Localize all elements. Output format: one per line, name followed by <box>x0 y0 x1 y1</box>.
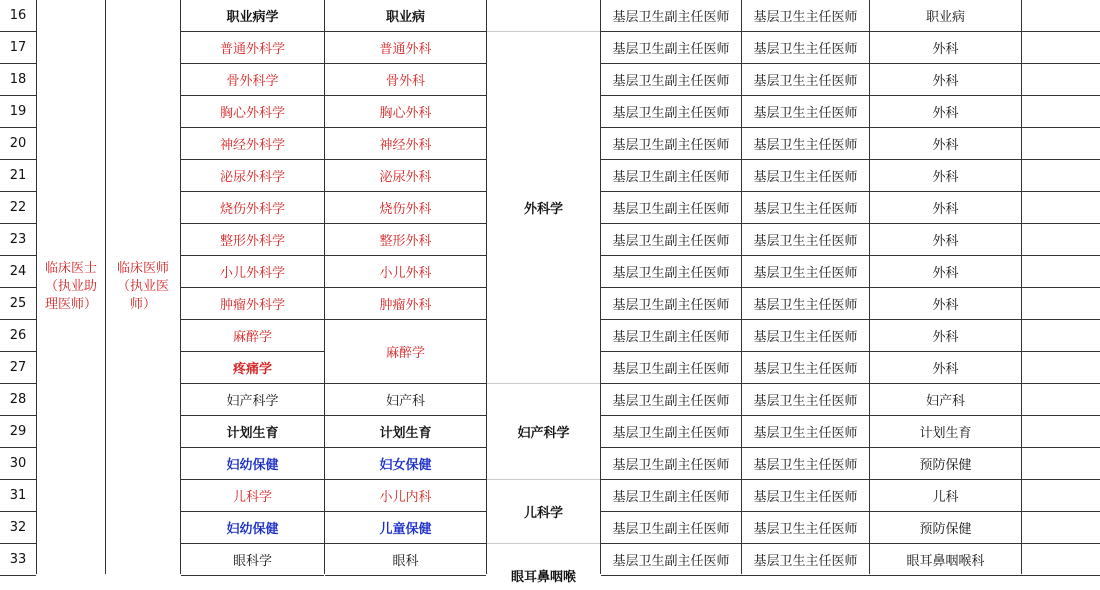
deputy-title-cell: 基层卫生副主任医师 <box>612 393 730 409</box>
subject-cell: 骨外科学 <box>226 73 279 89</box>
row-number: 22 <box>9 199 27 215</box>
category-label: 临床医师（执业医师） <box>116 261 169 312</box>
deputy-title-cell: 基层卫生副主任医师 <box>612 361 730 377</box>
specialty-cell: 泌尿外科 <box>379 169 432 185</box>
subject-cell: 职业病学 <box>226 9 279 25</box>
specialty-cell: 眼科 <box>392 553 419 569</box>
group-label: 妇产科学 <box>517 425 570 441</box>
specialty-cell: 神经外科 <box>379 137 432 153</box>
specialty-cell: 普通外科 <box>379 41 432 57</box>
specialty-cell: 计划生育 <box>379 425 432 441</box>
grid-line <box>325 575 486 576</box>
merged-group-surgery <box>487 31 600 383</box>
specialty-cell: 肿瘤外科 <box>379 297 432 313</box>
row-number: 23 <box>9 231 27 247</box>
subject-cell: 整形外科学 <box>219 233 285 249</box>
row-number: 19 <box>9 103 27 119</box>
group-label: 眼耳鼻咽喉 <box>510 569 576 585</box>
subject-cell: 疼痛学 <box>232 361 272 377</box>
row-number: 20 <box>9 135 27 151</box>
field-cell: 儿科 <box>932 489 959 505</box>
subject-cell: 计划生育 <box>226 425 279 441</box>
chief-title-cell: 基层卫生主任医师 <box>753 521 858 537</box>
deputy-title-cell: 基层卫生副主任医师 <box>612 521 730 537</box>
specialty-cell: 胸心外科 <box>379 105 432 121</box>
subject-cell: 妇幼保健 <box>226 457 279 473</box>
merged-group-obgyn <box>487 383 600 479</box>
field-cell: 妇产科 <box>925 393 965 409</box>
row-number: 21 <box>9 167 27 183</box>
subject-cell: 烧伤外科学 <box>219 201 285 217</box>
subject-cell: 妇产科学 <box>226 393 279 409</box>
merged-group-pediatrics <box>487 479 600 543</box>
chief-title-cell: 基层卫生主任医师 <box>753 233 858 249</box>
row-number: 18 <box>9 71 27 87</box>
subject-cell: 普通外科学 <box>219 41 285 57</box>
specialty-cell: 妇女保健 <box>379 457 432 473</box>
deputy-title-cell: 基层卫生副主任医师 <box>612 9 730 25</box>
specialty-cell: 儿童保健 <box>379 521 432 537</box>
grid-line <box>487 31 600 32</box>
deputy-title-cell: 基层卫生副主任医师 <box>612 169 730 185</box>
row-number: 29 <box>9 423 27 439</box>
deputy-title-cell: 基层卫生副主任医师 <box>612 329 730 345</box>
chief-title-cell: 基层卫生主任医师 <box>753 169 858 185</box>
chief-title-cell: 基层卫生主任医师 <box>753 41 858 57</box>
field-cell: 外科 <box>932 201 959 217</box>
deputy-title-cell: 基层卫生副主任医师 <box>612 553 730 569</box>
field-cell: 外科 <box>932 137 959 153</box>
chief-title-cell: 基层卫生主任医师 <box>753 393 858 409</box>
chief-title-cell: 基层卫生主任医师 <box>753 73 858 89</box>
chief-title-cell: 基层卫生主任医师 <box>753 553 858 569</box>
field-cell: 外科 <box>932 105 959 121</box>
deputy-title-cell: 基层卫生副主任医师 <box>612 297 730 313</box>
grid-line <box>601 575 1100 576</box>
category-label: 临床医士（执业助理医师） <box>44 261 97 312</box>
field-cell: 职业病 <box>925 9 965 25</box>
subject-cell: 小儿外科学 <box>219 265 285 281</box>
subject-cell: 麻醉学 <box>232 329 272 345</box>
field-cell: 预防保健 <box>919 521 972 537</box>
deputy-title-cell: 基层卫生副主任医师 <box>612 137 730 153</box>
field-cell: 外科 <box>932 41 959 57</box>
merged-specialty-anesthesia <box>325 319 486 383</box>
row-number: 25 <box>9 295 27 311</box>
merged-category-assistant <box>37 0 105 574</box>
group-label: 儿科学 <box>523 505 563 521</box>
row-number: 27 <box>9 359 27 375</box>
merged-group-ent <box>487 560 600 590</box>
subject-cell: 胸心外科学 <box>219 105 285 121</box>
subject-cell: 儿科学 <box>232 489 272 505</box>
field-cell: 外科 <box>932 361 959 377</box>
deputy-title-cell: 基层卫生副主任医师 <box>612 425 730 441</box>
chief-title-cell: 基层卫生主任医师 <box>753 9 858 25</box>
row-number: 28 <box>9 391 27 407</box>
row-number: 26 <box>9 327 27 343</box>
grid-line <box>487 383 600 384</box>
field-cell: 计划生育 <box>919 425 972 441</box>
chief-title-cell: 基层卫生主任医师 <box>753 329 858 345</box>
deputy-title-cell: 基层卫生副主任医师 <box>612 41 730 57</box>
deputy-title-cell: 基层卫生副主任医师 <box>612 73 730 89</box>
chief-title-cell: 基层卫生主任医师 <box>753 137 858 153</box>
grid-line <box>181 575 324 576</box>
row-number: 32 <box>9 519 27 535</box>
specialty-cell: 妇产科 <box>385 393 425 409</box>
row-number: 30 <box>9 455 27 471</box>
field-cell: 预防保健 <box>919 457 972 473</box>
subject-cell: 妇幼保健 <box>226 521 279 537</box>
subject-cell: 神经外科学 <box>219 137 285 153</box>
grid-line <box>487 543 600 544</box>
grid-line <box>0 575 36 576</box>
row-number: 33 <box>9 551 27 567</box>
field-cell: 外科 <box>932 297 959 313</box>
grid-line <box>487 479 600 480</box>
subject-cell: 眼科学 <box>232 553 272 569</box>
specialty-cell: 小儿外科 <box>379 265 432 281</box>
specialty-cell: 整形外科 <box>379 233 432 249</box>
merged-category-physician <box>106 0 180 574</box>
deputy-title-cell: 基层卫生副主任医师 <box>612 105 730 121</box>
chief-title-cell: 基层卫生主任医师 <box>753 361 858 377</box>
field-cell: 眼耳鼻咽喉科 <box>906 553 985 569</box>
chief-title-cell: 基层卫生主任医师 <box>753 201 858 217</box>
field-cell: 外科 <box>932 169 959 185</box>
subject-cell: 泌尿外科学 <box>219 169 285 185</box>
chief-title-cell: 基层卫生主任医师 <box>753 489 858 505</box>
chief-title-cell: 基层卫生主任医师 <box>753 457 858 473</box>
deputy-title-cell: 基层卫生副主任医师 <box>612 457 730 473</box>
field-cell: 外科 <box>932 265 959 281</box>
row-number: 16 <box>9 7 27 23</box>
row-number: 17 <box>9 39 27 55</box>
grid-line <box>325 319 486 320</box>
chief-title-cell: 基层卫生主任医师 <box>753 105 858 121</box>
specialty-cell: 骨外科 <box>385 73 425 89</box>
chief-title-cell: 基层卫生主任医师 <box>753 297 858 313</box>
deputy-title-cell: 基层卫生副主任医师 <box>612 233 730 249</box>
field-cell: 外科 <box>932 329 959 345</box>
specialty-label: 麻醉学 <box>385 345 425 361</box>
row-number: 24 <box>9 263 27 279</box>
subject-cell: 肿瘤外科学 <box>219 297 285 313</box>
deputy-title-cell: 基层卫生副主任医师 <box>612 265 730 281</box>
field-cell: 外科 <box>932 73 959 89</box>
specialty-cell: 小儿内科 <box>379 489 432 505</box>
row-number: 31 <box>9 487 27 503</box>
specialty-cell: 职业病 <box>385 9 425 25</box>
deputy-title-cell: 基层卫生副主任医师 <box>612 489 730 505</box>
specialty-cell: 烧伤外科 <box>379 201 432 217</box>
group-label: 外科学 <box>523 201 563 217</box>
field-cell: 外科 <box>932 233 959 249</box>
chief-title-cell: 基层卫生主任医师 <box>753 265 858 281</box>
deputy-title-cell: 基层卫生副主任医师 <box>612 201 730 217</box>
chief-title-cell: 基层卫生主任医师 <box>753 425 858 441</box>
